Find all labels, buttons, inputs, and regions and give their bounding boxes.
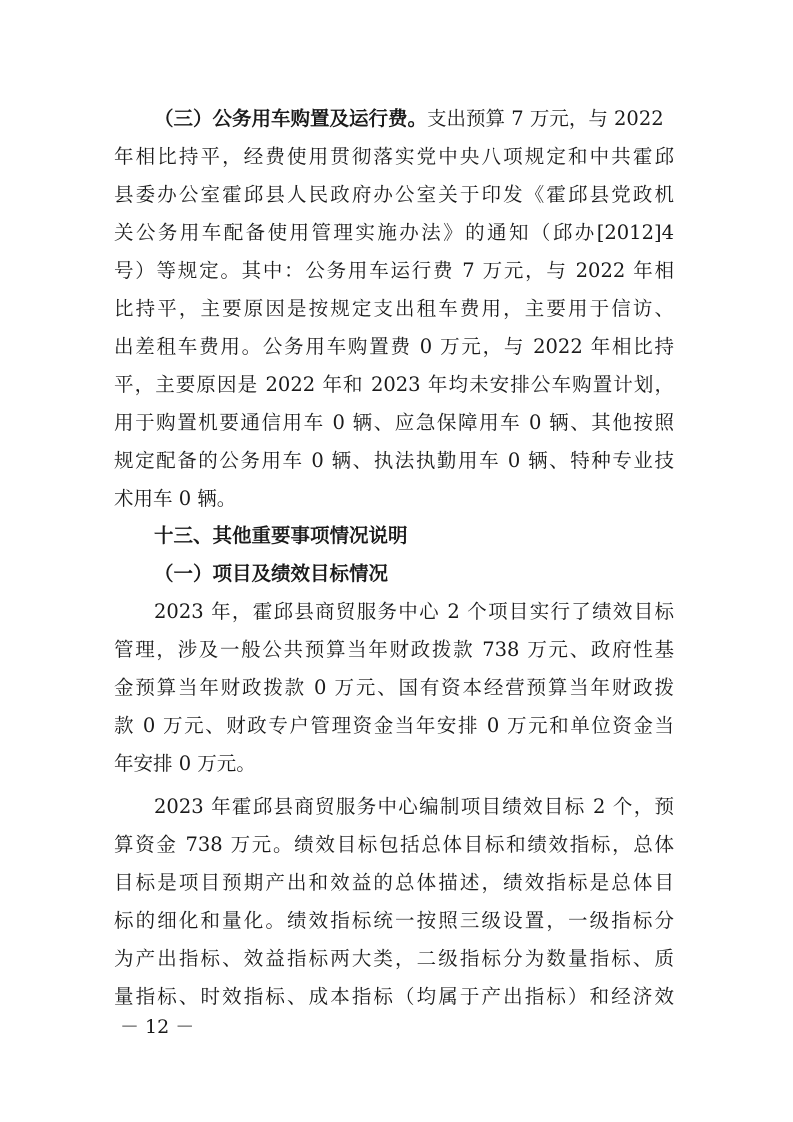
section3-heading: （三）公务用车购置及运行费。 <box>154 107 428 130</box>
section3-line-0: 支出预算 7 万元，与 2022 <box>427 107 664 130</box>
section3-line-2: 县委办公室霍邱县人民政府办公室关于印发《霍邱县党政机 <box>114 183 674 206</box>
para1-line-4: 年安排 0 万元。 <box>114 752 256 775</box>
section3-line-3: 关公务用车配备使用管理实施办法》的通知（邱办[2012]4 <box>114 221 674 244</box>
page-number: － 12 － <box>120 1016 195 1038</box>
section3-line-4: 号）等规定。其中：公务用车运行费 7 万元，与 2022 年相 <box>114 259 674 282</box>
section13-sub1-heading: （一）项目及绩效目标情况 <box>154 562 389 585</box>
section3-line-9: 规定配备的公务用车 0 辆、执法执勤用车 0 辆、特种专业技 <box>114 449 674 472</box>
para1-line-1: 管理，涉及一般公共预算当年财政拨款 738 万元、政府性基 <box>114 638 674 661</box>
section3-line-1: 年相比持平，经费使用贯彻落实党中央八项规定和中共霍邱 <box>114 145 674 168</box>
section3-first-line <box>154 100 664 138</box>
para2-line-2: 目标是项目预期产出和效益的总体描述，绩效指标是总体目 <box>114 871 674 894</box>
para2-line-3: 标的细化和量化。绩效指标统一按照三级设置，一级指标分 <box>114 909 674 932</box>
para1-line-0: 2023 年，霍邱县商贸服务中心 2 个项目实行了绩效目标 <box>154 600 674 623</box>
section3-line-6: 出差租车费用。公务用车购置费 0 万元，与 2022 年相比持 <box>114 335 674 358</box>
para1-line-2: 金预算当年财政拨款 0 万元、国有资本经营预算当年财政拨 <box>114 676 674 699</box>
para1-line-3: 款 0 万元、财政专户管理资金当年安排 0 万元和单位资金当 <box>114 714 674 737</box>
section3-line-10: 术用车 0 辆。 <box>114 487 237 510</box>
para2-line-5: 量指标、时效指标、成本指标（均属于产出指标）和经济效 <box>114 985 674 1008</box>
para2-line-4: 为产出指标、效益指标两大类，二级指标分为数量指标、质 <box>114 947 674 970</box>
section13-heading: 十三、其他重要事项情况说明 <box>154 524 408 547</box>
section3-line-8: 用于购置机要通信用车 0 辆、应急保障用车 0 辆、其他按照 <box>114 411 674 434</box>
section3-line-5: 比持平，主要原因是按规定支出租车费用，主要用于信访、 <box>114 297 674 320</box>
para2-line-0: 2023 年霍邱县商贸服务中心编制项目绩效目标 2 个，预 <box>154 795 674 818</box>
section3-line-7: 平，主要原因是 2022 年和 2023 年均未安排公车购置计划， <box>114 373 674 396</box>
para2-line-1: 算资金 738 万元。绩效目标包括总体目标和绩效指标，总体 <box>114 833 674 856</box>
